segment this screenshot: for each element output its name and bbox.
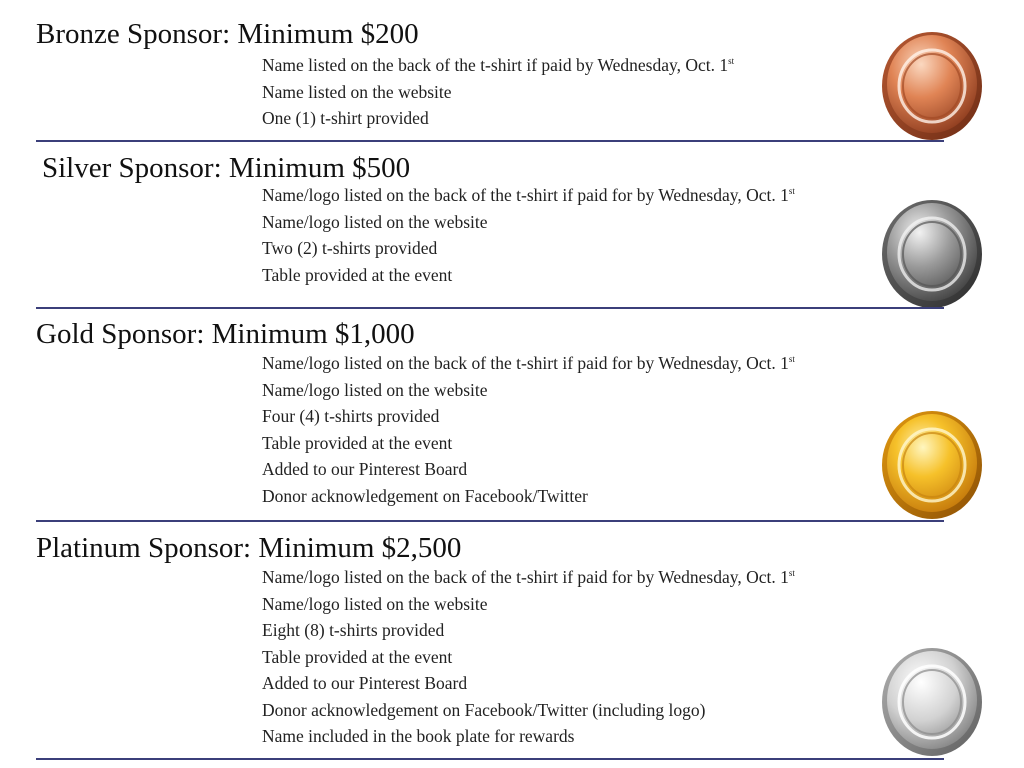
- benefit-item: Name/logo listed on the back of the t-shirt if paid for by Wednesday, Oct. 1st: [262, 567, 795, 587]
- benefit-item: Table provided at the event: [262, 432, 453, 453]
- section-divider: [36, 520, 944, 522]
- platinum-medal-icon: [880, 642, 984, 758]
- gold-medal-icon: [880, 405, 984, 521]
- section-divider: [36, 140, 944, 142]
- benefit-item: Name included in the book plate for rewards: [262, 726, 575, 746]
- benefit-item: Name/logo listed on the back of the t-shirt if paid for by Wednesday, Oct. 1st: [262, 185, 795, 205]
- benefit-item: Four (4) t-shirts provided: [262, 406, 440, 426]
- benefit-item: Added to our Pinterest Board: [262, 673, 468, 693]
- benefit-item: Name/logo listed on the website: [262, 211, 488, 232]
- benefit-item: Added to our Pinterest Board: [262, 459, 468, 479]
- silver-medal-icon: [880, 194, 984, 310]
- benefit-item: Donor acknowledgement on Facebook/Twitter (including logo): [262, 699, 706, 720]
- tier-title: Bronze Sponsor: Minimum $200: [36, 18, 419, 50]
- benefit-item: Table provided at the event: [262, 264, 453, 285]
- benefit-item: Donor acknowledgement on Facebook/Twitter: [262, 485, 588, 506]
- bronze-medal-icon: [880, 26, 984, 142]
- tier-title: Gold Sponsor: Minimum $1,000: [36, 318, 415, 350]
- benefit-list: [262, 564, 795, 750]
- benefit-item: Two (2) t-shirts provided: [262, 238, 438, 258]
- section-divider: [36, 758, 944, 760]
- benefit-item: Table provided at the event: [262, 646, 453, 667]
- benefit-item: Name/logo listed on the back of the t-shirt if paid for by Wednesday, Oct. 1st: [262, 353, 795, 373]
- benefit-list: [262, 52, 734, 132]
- benefit-list: [262, 182, 795, 288]
- section-divider: [36, 307, 944, 309]
- tier-title: Silver Sponsor: Minimum $500: [42, 152, 411, 184]
- benefit-item: Eight (8) t-shirts provided: [262, 620, 445, 640]
- benefit-item: Name listed on the back of the t-shirt if paid by Wednesday, Oct. 1st: [262, 55, 735, 75]
- tier-title: Platinum Sponsor: Minimum $2,500: [36, 532, 462, 564]
- benefit-item: Name listed on the website: [262, 81, 452, 102]
- benefit-item: Name/logo listed on the website: [262, 593, 488, 614]
- benefit-list: [262, 350, 795, 509]
- benefit-item: Name/logo listed on the website: [262, 379, 488, 400]
- benefit-item: One (1) t-shirt provided: [262, 108, 429, 128]
